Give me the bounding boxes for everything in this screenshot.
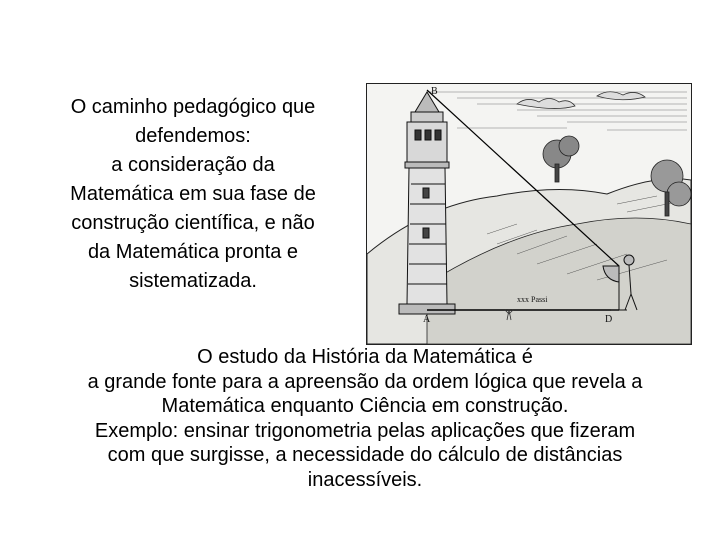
intro-line: defendemos:	[135, 125, 251, 147]
cloud	[597, 92, 645, 100]
intro-line: sistematizada.	[129, 270, 257, 292]
tower-measurement-engraving	[366, 83, 692, 345]
body-line: Matemática enquanto Ciência em construção.	[161, 395, 569, 417]
intro-line: a consideração da	[111, 154, 275, 176]
label-distance: xxx Passi	[517, 295, 548, 304]
intro-text-block	[38, 93, 348, 296]
body-line: Exemplo: ensinar trigonometria pelas aplicações que fizeram	[94, 419, 636, 442]
label-instrument: D	[605, 314, 613, 325]
label-base: A	[423, 314, 431, 325]
sky-hatching	[427, 92, 687, 130]
intro-line: construção científica, e não	[71, 212, 315, 234]
intro-line: da Matemática pronta e	[87, 241, 299, 263]
tree	[543, 136, 579, 182]
body-line: a grande fonte para a apreensão da ordem lógica que revela a	[87, 370, 643, 393]
body-text-block	[20, 345, 710, 492]
body-line: inacessíveis.	[307, 468, 423, 491]
body-line: O estudo da História da Matemática é	[197, 346, 533, 368]
tower	[399, 92, 455, 314]
body-line: com que surgisse, a necessidade do cálculo de distâncias	[107, 444, 623, 466]
cloud	[517, 99, 575, 109]
intro-line: Matemática em sua fase de	[70, 183, 316, 205]
intro-line: O caminho pedagógico que	[70, 96, 316, 118]
engraving-illustration	[367, 84, 691, 344]
label-top: B	[431, 86, 438, 97]
